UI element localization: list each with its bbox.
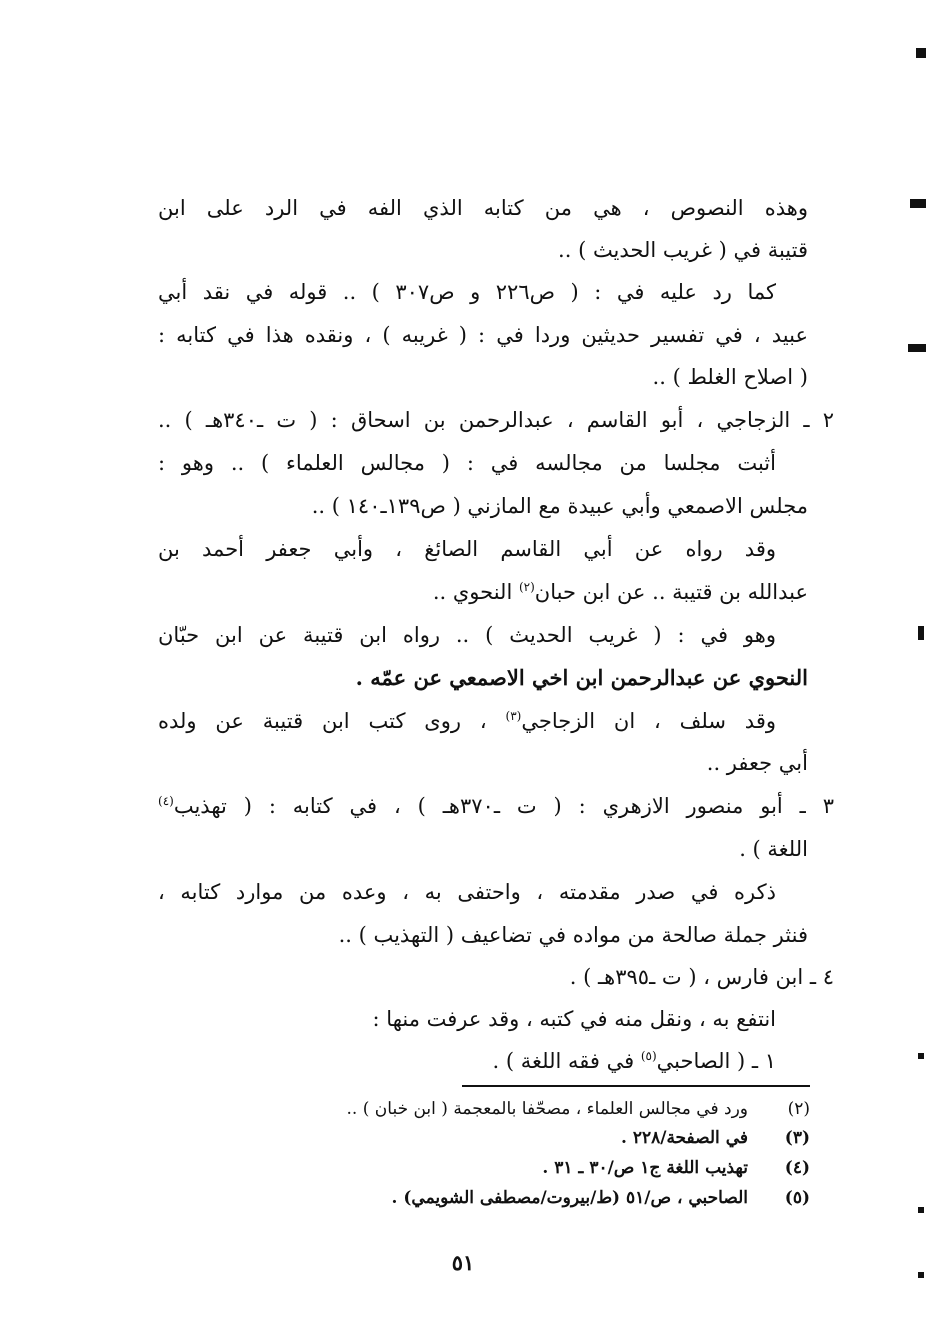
text-line: أبي جعفر .. [706,751,808,775]
footnote-ref: (٣) [505,709,522,723]
text-line: قتيبة في ( غريب الحديث ) .. [558,238,808,262]
text-line: عبيد ، في تفسير حديثين وردا في : ( غريبه ) ، ونقده هذا في كتابه : [158,323,808,347]
scan-mark [910,199,926,208]
text-line: عبدالله بن قتيبة .. عن ابن حبان$^{(٢)}$ النحوي .. [432,580,808,604]
scan-mark [918,626,924,640]
scan-mark [918,1207,924,1213]
scan-mark [908,344,926,352]
text-line: وقد سلف ، ان الزجاجي$^{(٣)}$ ، روى كتب ابن قتيبة عن ولده [158,709,776,733]
footnote-ref: (٢) [518,580,535,594]
text-line: انتفع به ، ونقل منه في كتبه ، وقد عرفت منها : [372,1007,776,1031]
text-line: فنثر جملة صالحة من مواده في تضاعيف ( التهذيب ) .. [338,923,808,947]
footnote: (٤)تهذيب اللغة ج١ ص/٣٠ ـ ٣١ . [542,1158,810,1178]
section-heading-3: ٣ ـ أبو منصور الازهري : ( ت ـ٣٧٠هـ ) ، في كتابه : ( تهذيب$^{(٤)}$ [158,794,834,818]
page-number: ٥١ [451,1250,475,1275]
text-line: أثبت مجلسا من مجالسه في : ( مجالس العلماء ) .. وهو : [158,451,776,475]
text-line: ( اصلاح الغلط ) .. [652,365,808,389]
section-heading-4: ٤ ـ ابن فارس ، ( ت ـ٣٩٥هـ ) . [569,965,834,989]
footnote-ref: (٤) [158,794,174,808]
footnote-ref: (٥) [640,1049,657,1063]
section-heading-2: ٢ ـ الزجاجي ، أبو القاسم ، عبدالرحمن بن اسحاق : ( ت ـ٣٤٠هـ ) .. [158,408,834,432]
footnote-divider [462,1085,810,1087]
text-line: كما رد عليه في : ( ص٢٢٦ و ص٣٠٧ ) .. قوله في نقد أبي [158,280,776,304]
text-line: وهو في : ( غريب الحديث ) .. رواه ابن قتيبة عن ابن حبّان [158,623,776,647]
text-line: ذكره في صدر مقدمته ، واحتفى به ، وعده من موارد كتابه ، [158,880,776,904]
footnote: (٥)الصاحبي ، ص/٥١ (ط/بيروت/مصطفى الشويمي) . [391,1188,810,1208]
scan-mark [916,48,926,58]
footnote: (٣)في الصفحة/٢٢٨ . [620,1128,810,1148]
text-line: اللغة ) . [739,837,808,861]
text-line: مجلس الاصمعي وأبي عبيدة مع المازني ( ص١٣٩ـ١٤٠ ) .. [311,494,808,518]
list-item: ١ ـ ( الصاحبي$^{(٥)}$ في فقه اللغة ) . [492,1049,776,1073]
text-line: النحوي عن عبدالرحمن ابن اخي الاصمعي عن عمّه . [355,665,808,690]
text-line: وقد رواه عن أبي القاسم الصائغ ، وأبي جعفر أحمد بن [158,537,776,561]
text-line: وهذه النصوص ، هي من كتابه الذي الفه في الرد على ابن [158,196,808,220]
scan-mark [918,1272,924,1278]
footnote: (٢)ورد في مجالس العلماء ، مصحّفا بالمعجمة ( ابن خبان ) .. [346,1099,810,1119]
scan-mark [918,1053,924,1059]
